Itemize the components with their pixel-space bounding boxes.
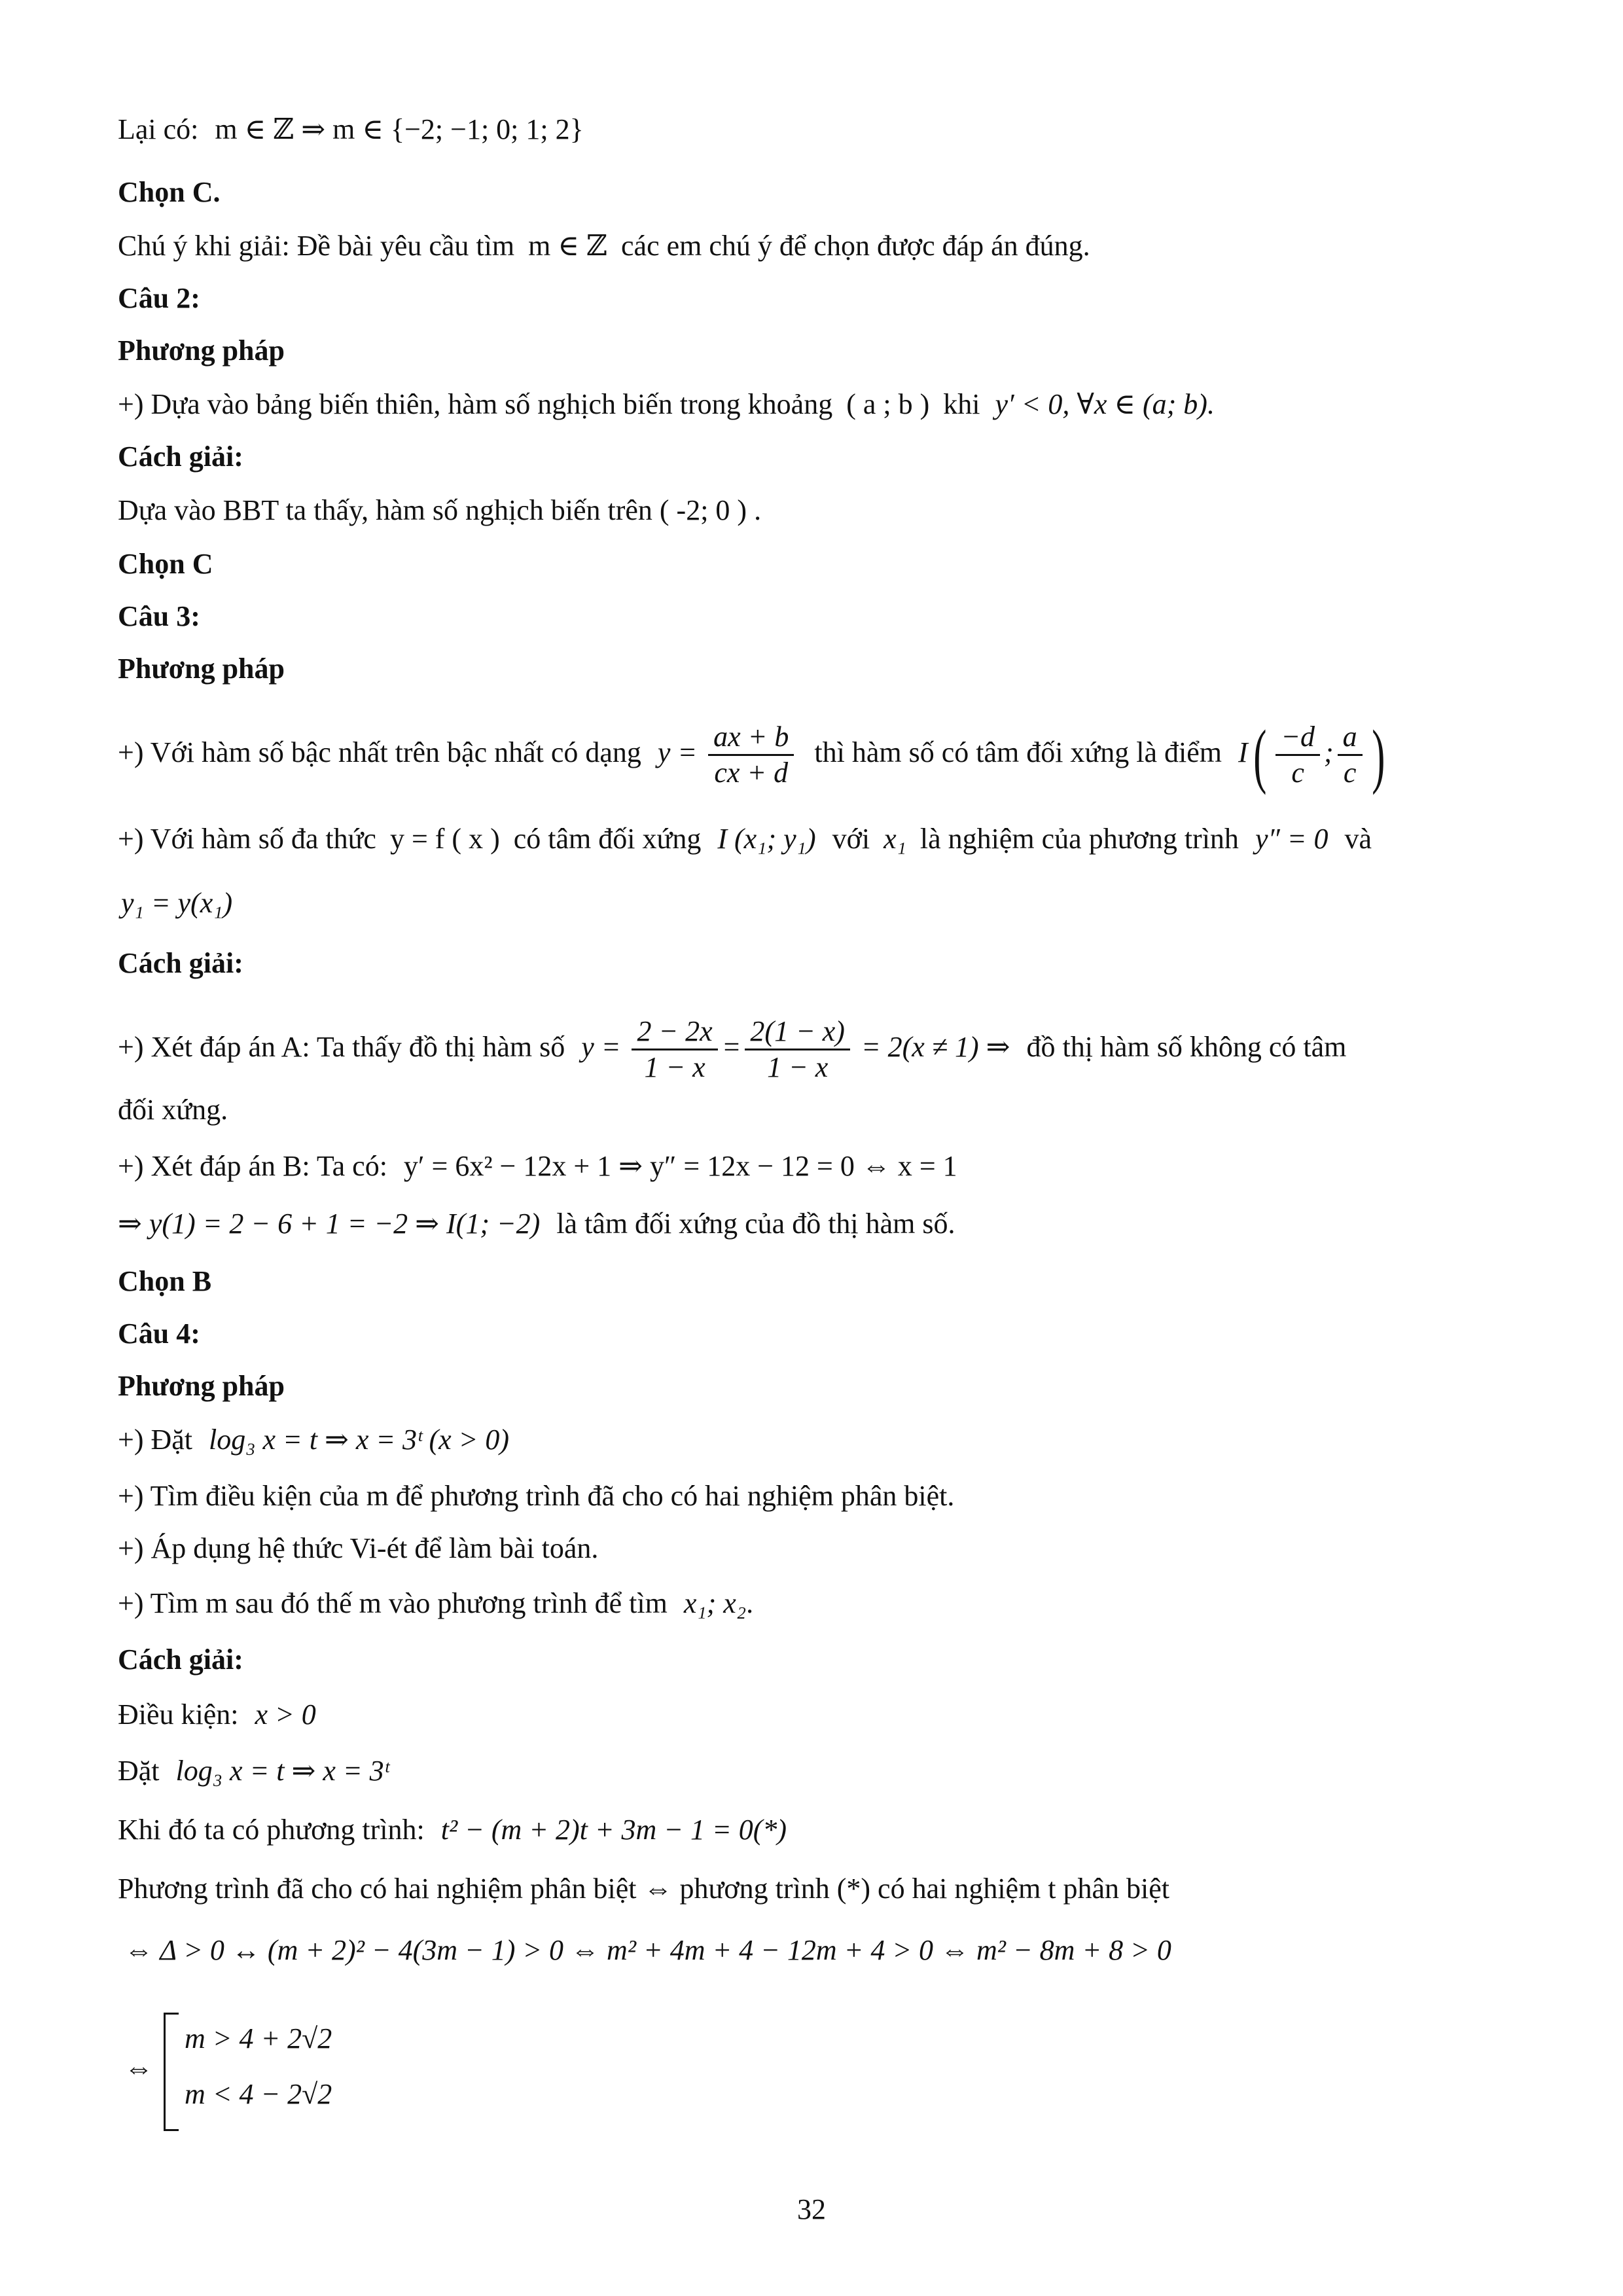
fraction-ax-b: $\frac{ax + b}{cx + d}$ xyxy=(708,720,794,790)
method-4-line-4: +) Tìm m sau đó thế m vào phương trình để tìm x₁; x₂. xyxy=(118,1587,754,1619)
heading-cau4: Câu 4: xyxy=(118,1318,200,1350)
method-4-line-2: +) Tìm điều kiện của m để phương trình đã cho có hai nghiệm phân biệt. xyxy=(118,1480,955,1512)
page-number: 32 xyxy=(797,2193,826,2225)
line-1: Lại có: m ∈ ℤ ⇒ m ∈ {−2; −1; 0; 1; 2} xyxy=(118,113,584,145)
heading-method-3: Phương pháp xyxy=(118,653,285,685)
choice-label-3: Chọn B xyxy=(118,1265,212,1297)
method-4-line-3: +) Áp dụng hệ thức Vi-ét để làm bài toán. xyxy=(118,1532,599,1564)
heading-solution-3: Cách giải: xyxy=(118,947,243,979)
solution-4-case-2: m < 4 − 2√2 xyxy=(185,2078,332,2110)
solution-4-line-4: Phương trình đã cho có hai nghiệm phân biệt ⇔ phương trình (*) có hai nghiệm t phân biệt xyxy=(118,1873,1170,1905)
solution-3-line-b: đối xứng. xyxy=(118,1094,228,1126)
method-3-line-2: +) Với hàm số đa thức y = f ( x ) có tâm đối xứng I (x₁; y₁) với x₁ là nghiệm của phương trình y″ = 0 và xyxy=(118,823,1372,855)
note-line: Chú ý khi giải: Đề bài yêu cầu tìm m ∈ ℤ các em chú ý để chọn được đáp án đúng. xyxy=(118,230,1090,262)
heading-method-2: Phương pháp xyxy=(118,334,285,367)
choice-label: Chọn C. xyxy=(118,176,221,208)
solution-4-line-6-arrow: ⇔ xyxy=(124,2052,153,2084)
solution-3-line-c: +) Xét đáp án B: Ta có: y′ = 6x² − 12x + 1 ⇒ y″ = 12x − 12 = 0 ⇔ x = 1 xyxy=(118,1150,957,1182)
solution-2-line: Dựa vào BBT ta thấy, hàm số nghịch biến trên ( -2; 0 ) . xyxy=(118,494,762,526)
choice-label-2: Chọn C xyxy=(118,548,213,580)
method-3-line-3: y₁ = y(x₁) xyxy=(121,887,233,919)
heading-solution-4: Cách giải: xyxy=(118,1643,243,1676)
solution-4-line-5: ⇔ Δ > 0 ↔ (m + 2)² − 4(3m − 1) > 0 ⇔ m² + 4m + 4 − 12m + 4 > 0 ⇔ m² − 8m + 8 > 0 xyxy=(124,1934,1171,1966)
solution-4-line-2: Đặt log₃ x = t ⇒ x = 3ᵗ xyxy=(118,1755,389,1787)
heading-cau3: Câu 3: xyxy=(118,600,200,632)
method-3-line-1: +) Với hàm số bậc nhất trên bậc nhất có dạng y = $\frac{ax + b}{cx + d}$ thì hàm số có tâm đối xứng là điểm I( $\frac{-d}{c}$ ; $\frac{a}{c}$ ) xyxy=(118,715,1385,795)
solution-4-case-1: m > 4 + 2√2 xyxy=(185,2022,332,2054)
case-bracket xyxy=(164,2013,179,2131)
heading-method-4: Phương pháp xyxy=(118,1370,285,1402)
heading-solution-2: Cách giải: xyxy=(118,440,243,473)
method-2-line: +) Dựa vào bảng biến thiên, hàm số nghịch biến trong khoảng ( a ; b ) khi y′ < 0, ∀x ∈ (a; b). xyxy=(118,388,1215,420)
solution-3-line-d: ⇒ y(1) = 2 − 6 + 1 = −2 ⇒ I(1; −2) là tâm đối xứng của đồ thị hàm số. xyxy=(118,1208,955,1240)
math-set: m ∈ ℤ ⇒ m ∈ {−2; −1; 0; 1; 2} xyxy=(215,113,584,145)
heading-cau2: Câu 2: xyxy=(118,282,200,314)
solution-4-line-1: Điều kiện: x > 0 xyxy=(118,1698,316,1731)
method-4-line-1: +) Đặt log₃ x = t ⇒ x = 3ᵗ (x > 0) xyxy=(118,1424,509,1456)
solution-4-line-3: Khi đó ta có phương trình: t² − (m + 2)t + 3m − 1 = 0(*) xyxy=(118,1814,787,1846)
solution-3-line-a: +) Xét đáp án A: Ta thấy đồ thị hàm số y = $\frac{2 - 2x}{1 - x}$ = $\frac{2(1 - x)}{1 - x}$ = 2(x ≠ 1) ⇒ đồ thị hàm số không có tâm xyxy=(118,1015,1347,1084)
